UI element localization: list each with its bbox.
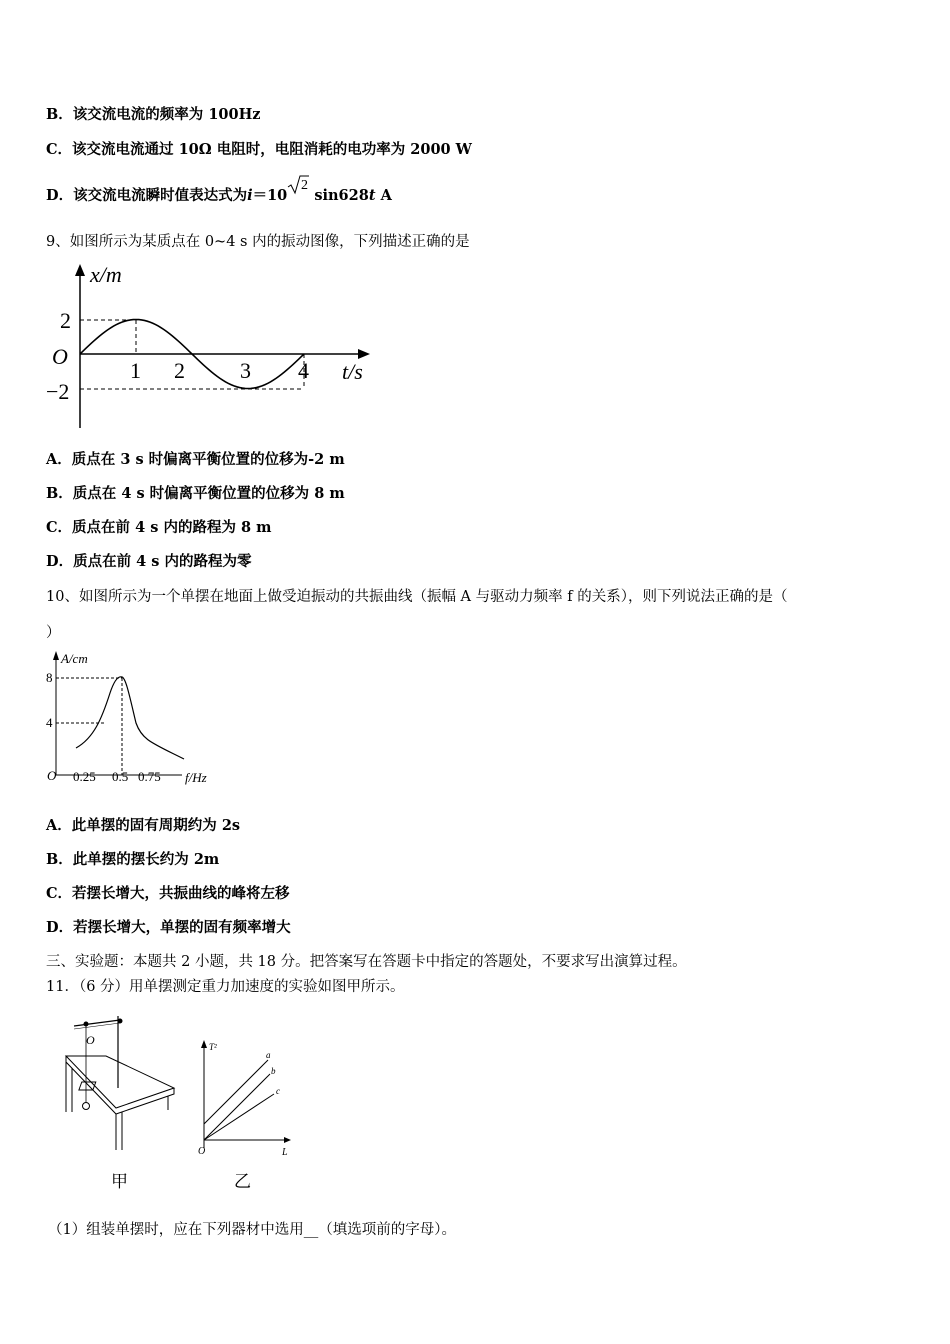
pivot-label: O <box>86 1033 95 1047</box>
option-text: 质点在 3 s 时偏离平衡位置的位移为-2 m <box>71 451 345 468</box>
q9-option-c <box>46 516 271 537</box>
q10-option-b <box>46 848 219 869</box>
fig-yi-caption: 乙 <box>234 1172 251 1192</box>
option-letter: C． <box>46 141 73 158</box>
option-text: 该交流电流的频率为 100Hz <box>72 106 261 123</box>
x-tick-2: 2 <box>174 358 185 383</box>
x-axis-arrow <box>284 1137 291 1143</box>
y-axis-arrow <box>53 651 59 660</box>
option-text: 此单摆的固有周期约为 2s <box>71 817 241 834</box>
q10-stem-line2: ） <box>46 625 61 641</box>
x-axis-arrow <box>358 349 370 359</box>
q8-option-b <box>46 103 261 124</box>
line-b-label: b <box>271 1066 276 1076</box>
option-text: 质点在前 4 s 内的路程为 8 m <box>72 519 272 536</box>
unit: A <box>375 187 392 204</box>
q11-sub1: （1）组装单摆时，应在下列器材中选用__（填选项前的字母）。 <box>48 1222 456 1238</box>
option-text: 质点在 4 s 时偏离平衡位置的位移为 8 m <box>72 485 345 502</box>
option-text: 质点在前 4 s 内的路程为零 <box>73 553 252 570</box>
option-text-pre: 该交流电流瞬时值表达式为 <box>73 187 248 204</box>
pendulum-bob <box>83 1103 90 1110</box>
option-letter: C． <box>46 885 73 902</box>
eq-part: ＝10 <box>252 187 288 204</box>
option-text: 若摆长增大，共振曲线的峰将左移 <box>72 885 290 902</box>
y-axis-label: T² <box>209 1042 217 1052</box>
option-text: 若摆长增大，单摆的固有频率增大 <box>73 919 291 936</box>
option-letter: B． <box>46 106 73 123</box>
fig-jia-caption: 甲 <box>111 1172 128 1192</box>
option-letter: D． <box>46 919 74 936</box>
q11-fig-yi <box>190 1036 300 1164</box>
q8-option-c <box>46 138 472 159</box>
q11-fig-jia <box>56 1010 186 1190</box>
var-t: t <box>368 187 376 204</box>
x-tick-3: 3 <box>240 358 251 383</box>
origin-label: O <box>47 768 57 783</box>
y-axis-arrow <box>201 1040 207 1048</box>
sqrt-symbol <box>287 174 309 196</box>
stand-base <box>79 1082 96 1090</box>
option-letter: D． <box>46 553 74 570</box>
option-letter: D． <box>46 187 74 204</box>
sqrt-arg: 2 <box>301 178 309 193</box>
x-tick-075: 0.75 <box>138 769 161 784</box>
option-letter: C． <box>46 519 73 536</box>
pivot-point <box>84 1022 89 1027</box>
option-text-post: sin628 <box>309 187 369 204</box>
x-tick-025: 0.25 <box>73 769 96 784</box>
y-tick-2: 2 <box>60 308 71 333</box>
q10-option-c <box>46 882 290 903</box>
x-axis-label: L <box>282 1147 288 1158</box>
y-axis-label: A/cm <box>61 651 88 666</box>
x-axis-label: f/Hz <box>185 770 207 785</box>
y-tick-neg2: −2 <box>46 379 70 404</box>
cross-arm-b <box>74 1023 120 1029</box>
line-c <box>204 1094 274 1140</box>
q10-option-a <box>46 814 240 835</box>
q9-vibration-graph <box>46 258 386 430</box>
section3-heading: 三、实验题：本题共 2 小题，共 18 分。把答案写在答题卡中指定的答题处，不要求写出演算过程。 <box>46 954 687 970</box>
q9-option-d <box>46 550 251 571</box>
option-text: 此单摆的摆长约为 2m <box>72 851 220 868</box>
x-tick-4: 4 <box>298 358 309 383</box>
q10-resonance-graph <box>42 648 222 793</box>
origin-label: O <box>198 1146 206 1157</box>
resonance-curve <box>76 677 184 759</box>
var-i: i <box>247 187 253 204</box>
clamp <box>118 1019 123 1024</box>
y-axis-label: x/m <box>90 262 122 287</box>
option-letter: A． <box>46 451 72 468</box>
y-tick-8: 8 <box>46 670 53 685</box>
option-letter: B． <box>46 485 73 502</box>
option-letter: B． <box>46 851 73 868</box>
q8-option-d <box>46 178 392 205</box>
x-tick-1: 1 <box>130 358 141 383</box>
y-tick-4: 4 <box>46 715 53 730</box>
q9-option-a <box>46 448 345 469</box>
q10-option-d <box>46 916 291 937</box>
line-a-label: a <box>266 1050 271 1060</box>
x-axis-label: t/s <box>342 359 363 384</box>
q9-option-b <box>46 482 345 503</box>
q10-stem-line1: 10、如图所示为一个单摆在地面上做受迫振动的共振曲线（振幅 A 与驱动力频率 f 的关系），则下列说法正确的是（ <box>46 589 788 605</box>
option-text: 该交流电流通过 10Ω 电阻时，电阻消耗的电功率为 2000 W <box>72 141 472 158</box>
cross-arm <box>74 1020 120 1026</box>
x-tick-05: 0.5 <box>112 769 129 784</box>
q9-stem: 9、如图所示为某质点在 0~4 s 内的振动图像，下列描述正确的是 <box>46 234 470 250</box>
origin-label: O <box>52 344 68 369</box>
line-a <box>204 1060 268 1124</box>
y-axis-arrow <box>75 264 85 276</box>
line-c-label: c <box>276 1086 280 1096</box>
sqrt-expression <box>287 178 309 204</box>
option-letter: A． <box>46 817 72 834</box>
line-b <box>204 1074 270 1140</box>
q11-stem: 11．（6 分）用单摆测定重力加速度的实验如图甲所示。 <box>46 979 405 995</box>
